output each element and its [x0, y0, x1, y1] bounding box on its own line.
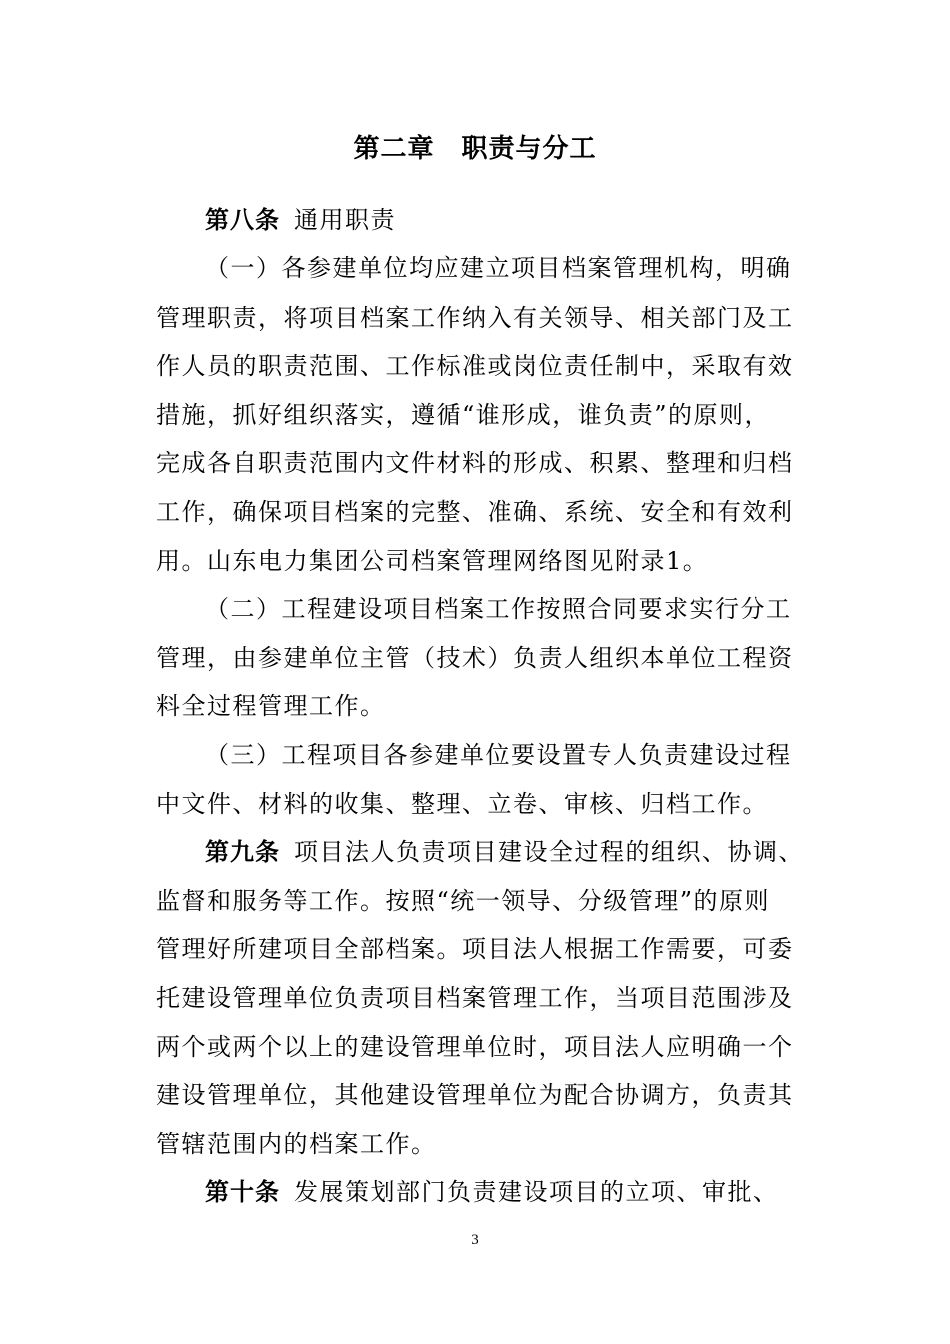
paragraph-line: 管理职责，将项目档案工作纳入有关领导、相关部门及工 [156, 304, 794, 332]
paragraph-line: 管理好所建项目全部档案。项目法人根据工作需要，可委 [156, 935, 794, 963]
paragraph-line: 监督和服务等工作。按照“统一领导、分级管理”的原则 [156, 887, 771, 915]
paragraph-line: （三）工程项目各参建单位要设置专人负责建设过程 [205, 741, 792, 769]
article-9-first-line [205, 829, 835, 875]
paragraph-line: （二）工程建设项目档案工作按照合同要求实行分工 [205, 595, 792, 623]
article-8-label: 第八条 [205, 205, 280, 234]
paragraph-line: 建设管理单位，其他建设管理单位为配合协调方，负责其 [156, 1081, 794, 1109]
page-number: 3 [471, 1232, 479, 1248]
paragraph-line: 完成各自职责范围内文件材料的形成、积累、整理和归档 [156, 449, 794, 477]
paragraph-line: 托建设管理单位负责项目档案管理工作，当项目范围涉及 [156, 984, 794, 1012]
article-8-heading [205, 197, 865, 243]
paragraph-line: 发展策划部门负责建设项目的立项、审批、 [294, 1178, 779, 1206]
paragraph-line: 作人员的职责范围、工作标准或岗位责任制中，采取有效 [156, 352, 794, 380]
paragraph-line: 管辖范围内的档案工作。 [156, 1130, 437, 1158]
paragraph-line: 工作，确保项目档案的完整、准确、系统、安全和有效利 [156, 498, 794, 526]
chapter-title: 第二章 职责与分工 [353, 134, 597, 164]
paragraph-line: 料全过程管理工作。 [156, 692, 386, 720]
article-9-label: 第九条 [205, 837, 280, 866]
paragraph-line: 项目法人负责项目建设全过程的组织、协调、 [294, 838, 804, 866]
paragraph-line: （一）各参建单位均应建立项目档案管理机构，明确 [205, 254, 792, 282]
paragraph-line: 措施，抓好组织落实，遵循“谁形成，谁负责”的原则， [156, 401, 771, 429]
article-10-first-line [205, 1169, 865, 1215]
paragraph-line: 中文件、材料的收集、整理、立卷、审核、归档工作。 [156, 790, 768, 818]
paragraph-line: 管理，由参建单位主管（技术）负责人组织本单位工程资 [156, 644, 794, 672]
article-8-title: 通用职责 [294, 206, 396, 234]
paragraph-line: 两个或两个以上的建设管理单位时，项目法人应明确一个 [156, 1033, 794, 1061]
article-10-label: 第十条 [205, 1177, 280, 1206]
paragraph-line: 用。山东电力集团公司档案管理网络图见附录1。 [156, 547, 709, 575]
